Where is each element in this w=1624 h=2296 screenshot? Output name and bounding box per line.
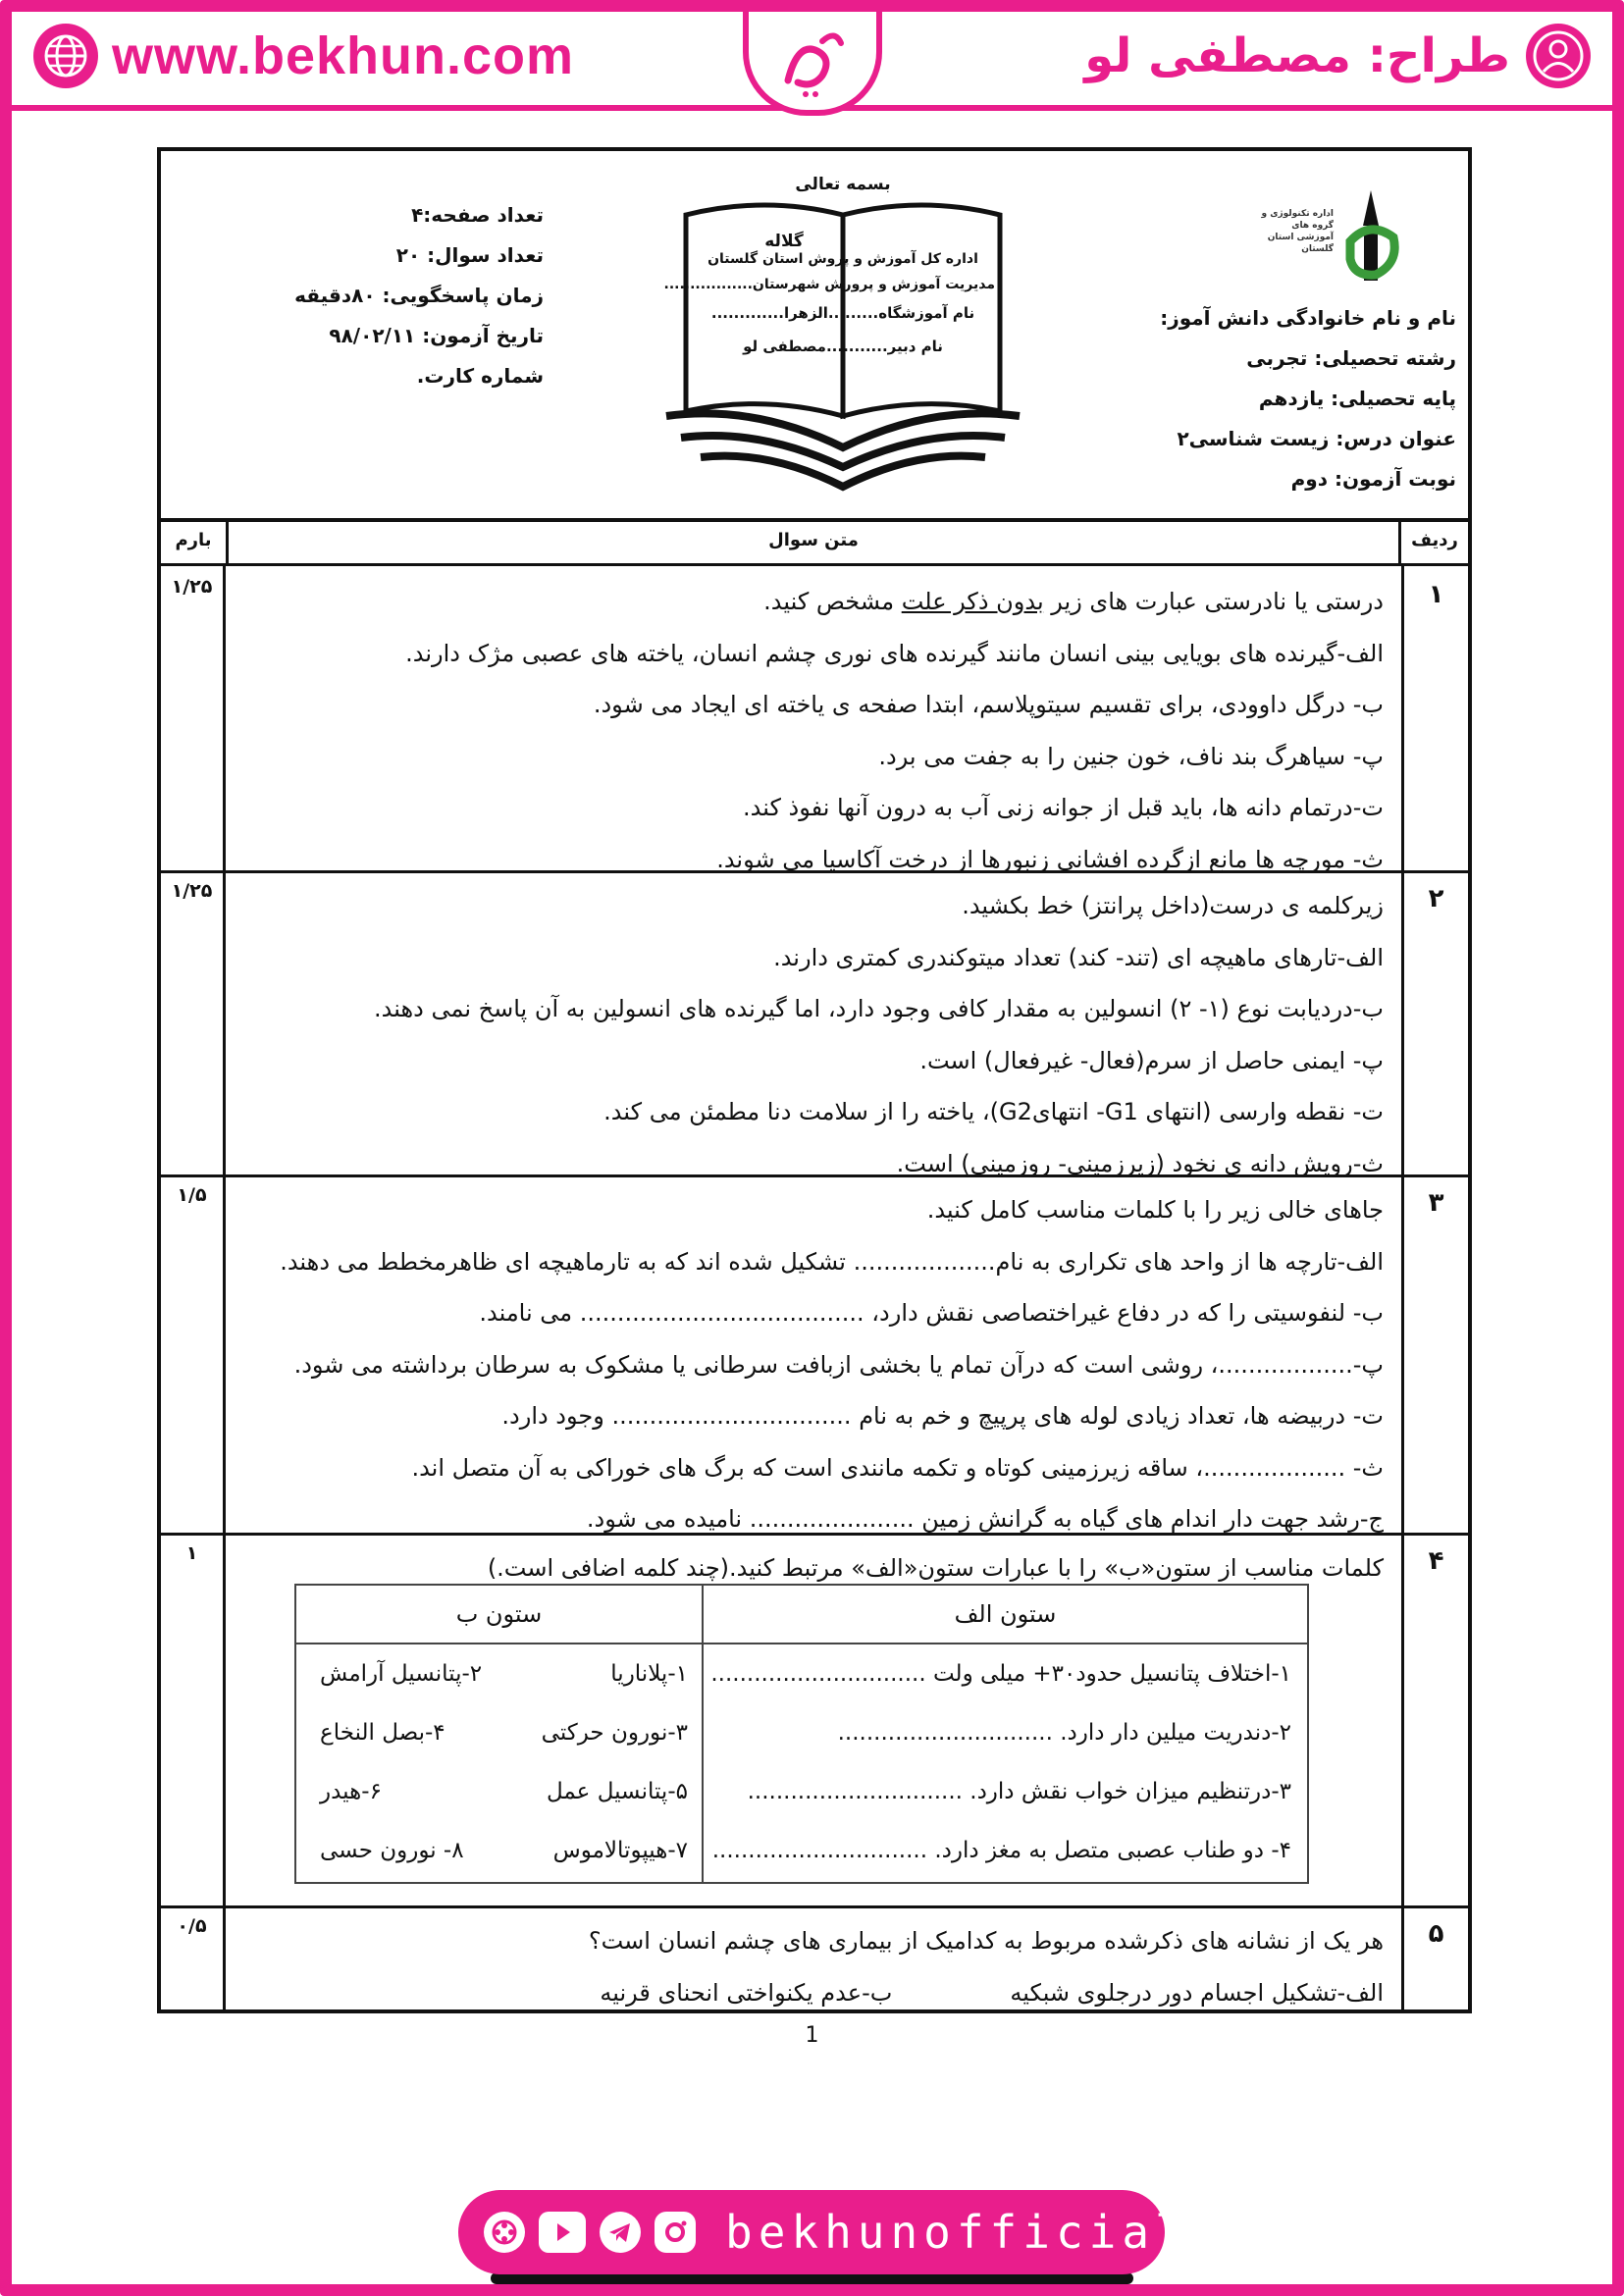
question-body	[226, 1905, 1401, 2009]
question-row-5	[161, 1905, 1468, 2009]
question-score: ۱/۲۵	[161, 566, 226, 870]
youtube-icon[interactable]	[539, 2212, 586, 2253]
designer-credit	[1084, 24, 1591, 88]
column-question-text: متن سوال	[768, 530, 859, 550]
top-bar	[12, 12, 1612, 111]
column-row-number: ردیف	[1398, 518, 1468, 563]
question-title: کلمات مناسب از ستون«ب» را با عبارات ستون«الف» مرتبط کنید.(چند کلمه اضافی است.)	[487, 1554, 1384, 1582]
question-body	[226, 566, 1401, 873]
question-item: الف-گیرنده های بویایی بینی انسان مانند گیرنده های نوری چشم انسان، یاخته های عصبی مژک دارند.	[405, 639, 1384, 667]
column-be-title: ستون ب	[296, 1586, 702, 1644]
student-name-label: نام و نام خانوادگی دانش آموز:	[1160, 306, 1456, 330]
question-item: ت- نقطه وارسی (انتهای G1- انتهایG2)، یاخته را از سلامت دنا مطمئن می کند.	[603, 1098, 1384, 1125]
be-item: ۲-پتانسیل آرامش	[320, 1661, 483, 1687]
grade-level: پایه تحصیلی: یازدهم	[1258, 387, 1456, 410]
alef-item: ۴- دو طناب عصبی متصل به مغز دارد. ..............................	[711, 1838, 1291, 1863]
matching-table	[294, 1584, 1309, 1884]
question-item: پ-..................، روشی است که درآن تمام یا بخشی ازبافت سرطانی یا مشکوک به سرطان برداشته می شود.	[293, 1350, 1384, 1379]
column-alef	[702, 1586, 1307, 1882]
exam-turn: نوبت آزمون: دوم	[1290, 467, 1456, 491]
question-title: جاهای خالی زیر را با کلمات مناسب کامل کنید.	[926, 1196, 1384, 1224]
question-count: تعداد سوال: ۲۰	[395, 243, 544, 267]
org-logo-text: اداره تکنولوژی و گروه های آموزشی استان گلستان	[1261, 209, 1334, 254]
question-item: ث- ...................، ساقه زیرزمینی کوتاه و تکمه مانندی است که برگ های خوراکی به آن متصل اند.	[411, 1453, 1384, 1482]
question-items	[243, 1967, 1384, 2019]
book-emblem	[647, 171, 1039, 495]
card-number: شماره کارت.	[416, 364, 544, 388]
question-item: ب-عدم یکنواختی انحنای قرنیه	[600, 1978, 893, 2007]
question-item: ب- درگل داوودی، برای تقسیم سیتوپلاسم، ابتدا صفحه ی یاخته ای ایجاد می شود.	[593, 691, 1384, 718]
question-item: ث-رویش دانه ی نخود (زیرزمینی- روزمینی) است.	[896, 1149, 1384, 1177]
table-header	[161, 518, 1468, 566]
aparat-icon[interactable]	[484, 2212, 525, 2253]
be-item-pair	[296, 1821, 702, 1880]
website-link[interactable]	[33, 24, 574, 88]
question-item: الف-تشکیل اجسام دور درجلوی شبکیه	[1010, 1978, 1384, 2007]
question-body	[226, 1533, 1401, 1905]
question-item: الف-تارهای ماهیچه ای (تند- کند) تعداد میتوکندری کمتری دارند.	[773, 943, 1384, 971]
designer-name: طراح: مصطفی لو	[1084, 28, 1510, 83]
field-of-study: رشته تحصیلی: تجربی	[1246, 346, 1456, 370]
education-department: اداره کل آموزش و پروش استان گلستان	[707, 251, 978, 267]
be-item-pair	[296, 1644, 702, 1703]
alef-item: ۳-درتنظیم میزان خواب نقش دارد. ..............................	[747, 1779, 1291, 1804]
user-icon	[1526, 24, 1591, 88]
question-score: ۱/۲۵	[161, 870, 226, 1174]
social-footer	[458, 2190, 1188, 2274]
be-item: ۱-پلاناریا	[610, 1661, 688, 1687]
column-be	[296, 1586, 702, 1882]
question-item: ت- دربیضه ها، تعداد زیادی لوله های پرپیچ و خم به نام ................................ وجود دارد.	[501, 1402, 1384, 1430]
column-alef-title: ستون الف	[704, 1586, 1307, 1644]
question-item: ج-رشد جهت دار اندام های گیاه به گرانش زمین ...................... نامیده می شود.	[586, 1505, 1384, 1533]
question-item: پ- ایمنی حاصل از سرم(فعال- غیرفعال) است.	[919, 1046, 1384, 1074]
question-item: ب-دردیابت نوع (۱- ۲) انسولین به مقدار کافی وجود دارد، اما گیرنده های انسولین به آن پاسخ نمی دهند.	[374, 995, 1384, 1022]
question-number: ۴	[1401, 1533, 1468, 1905]
school-name: نام آموزشگاه.........الزهرا.............	[710, 304, 975, 322]
be-item-pair	[296, 1703, 702, 1762]
question-row-1	[161, 566, 1468, 873]
instagram-icon[interactable]	[655, 2212, 696, 2253]
education-office-logo	[1260, 181, 1456, 298]
question-title: درستی یا نادرستی عبارت های زیر بدون ذکر علت مشخص کنید.	[763, 588, 1384, 615]
question-item: ب- لنفوسیتی را که در دفاع غیراختصاصی نقش دارد، ...................................... می نامند.	[479, 1299, 1384, 1327]
question-item: پ- سیاهرگ بند ناف، خون جنین را به جفت می برد.	[878, 742, 1384, 770]
social-handle[interactable]: bekhunofficial	[725, 2206, 1188, 2259]
telegram-icon[interactable]	[600, 2212, 641, 2253]
question-item: الف-تارچه ها از واحد های تکراری به نام................... تشکیل شده اند که به تارماهیچه ای ظاهرمخطط می دهند.	[280, 1247, 1384, 1276]
question-row-3	[161, 1174, 1468, 1536]
question-row-4	[161, 1533, 1468, 1908]
question-body	[226, 870, 1401, 1177]
column-score: بارم	[161, 518, 229, 563]
exam-sheet	[157, 147, 1472, 2013]
alef-item: ۲-دندریت میلین دار دارد. ..............................	[837, 1720, 1291, 1746]
city-management: مدیریت آموزش و پرورش شهرستان.................	[663, 277, 995, 292]
question-score: ۱	[161, 1533, 226, 1905]
alef-item: ۱-اختلاف پتانسیل حدود۳۰+ میلی ولت ..............................	[710, 1661, 1291, 1687]
page-number: 1	[805, 2023, 819, 2048]
be-item: ۷-هیپوتالاموس	[552, 1838, 688, 1863]
page-count: تعداد صفحه:۴	[411, 203, 544, 227]
question-title: زیرکلمه ی درست(داخل پرانتز) خط بکشید.	[962, 892, 1384, 919]
be-item: ۳-نورون حرکتی	[541, 1720, 688, 1746]
be-item: ۵-پتانسیل عمل	[546, 1779, 688, 1804]
be-item: ۶-هیدر	[320, 1779, 382, 1804]
question-number: ۵	[1401, 1905, 1468, 2009]
globe-icon	[33, 24, 98, 88]
answer-time: زمان پاسخگویی: ۸۰دقیقه	[294, 284, 544, 307]
exam-info	[220, 195, 544, 396]
question-item: ث- مورچه ها مانع ازگرده افشانی زنبورها از درخت آکاسیا می شوند.	[716, 845, 1384, 873]
bekhun-logo	[743, 12, 882, 116]
subject-title: عنوان درس: زیست شناسی۲	[1177, 427, 1456, 450]
be-item: ۸- نورون حسی	[320, 1838, 464, 1863]
question-number: ۳	[1401, 1174, 1468, 1533]
question-number: ۱	[1401, 566, 1468, 870]
bismillah: بسمه تعالی	[795, 175, 891, 194]
be-item-pair	[296, 1762, 702, 1821]
question-body	[226, 1174, 1401, 1533]
question-row-2	[161, 870, 1468, 1177]
website-text: www.bekhun.com	[112, 26, 575, 85]
question-score: ۱/۵	[161, 1174, 226, 1533]
city-name: گلاله	[764, 232, 804, 251]
teacher-name: نام دبیر...........مصطفی لو	[743, 338, 943, 355]
student-info	[1083, 181, 1456, 499]
be-item: ۴-بصل النخاع	[320, 1720, 445, 1746]
question-title: هر یک از نشانه های ذکرشده مربوط به کدامیک از بیماری های چشم انسان است؟	[588, 1927, 1384, 1955]
question-item: ت-درتمام دانه ها، باید قبل از جوانه زنی آب به درون آنها نفوذ کند.	[742, 794, 1384, 821]
question-number: ۲	[1401, 870, 1468, 1174]
exam-header	[161, 151, 1468, 522]
question-score: ۰/۵	[161, 1905, 226, 2009]
exam-date: تاریخ آزمون: ۹۸/۰۲/۱۱	[329, 324, 544, 347]
